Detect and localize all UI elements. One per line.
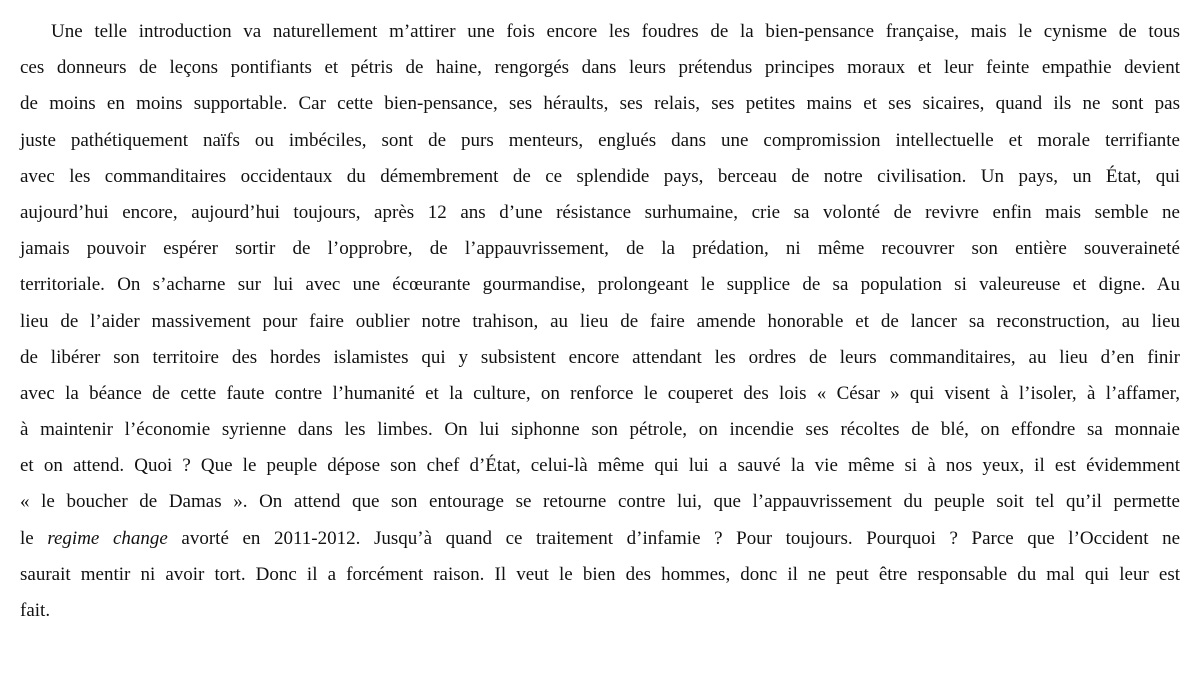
paragraph-line: à maintenir l’économie syrienne dans les limbes. On lui siphonne son pétrole, on incendie ses récoltes de blé, on effondre sa monnaie [20,419,1180,441]
paragraph-line: avec les commanditaires occidentaux du démembrement de ce splendide pays, berceau de notre civilisation. Un pays, un État, qui [20,165,1180,187]
paragraph-last-line: fait. [20,600,51,621]
paragraph-line: avec la béance de cette faute contre l’humanité et la culture, on renforce le couperet des lois « César » qui visent à l’isoler, à l’affamer, [20,382,1180,404]
paragraph-line: saurait mentir ni avoir tort. Donc il a forcément raison. Il veut le bien des hommes, donc il ne peut être responsable du mal qui leur est [20,563,1180,585]
line-segment: avorté en 2011-2012. Jusqu’à quand ce traitement d’infamie ? Pour toujours. Pourquoi ? Parce que l’Occident ne [167,527,1181,549]
paragraph-line: « le boucher de Damas ». On attend que son entourage se retourne contre lui, que l’appauvrissement du peuple soit tel qu’il permette [20,491,1180,513]
paragraph-line: jamais pouvoir espérer sortir de l’opprobre, de l’appauvrissement, de la prédation, ni même recouvrer son entière souveraineté [20,238,1180,260]
italic-phrase: regime change [47,527,168,549]
paragraph-line: ces donneurs de leçons pontifiants et pétris de haine, rengorgés dans leurs prétendus principes moraux et leur feinte empathie devient [20,57,1180,79]
paragraph-line: de moins en moins supportable. Car cette bien-pensance, ses héraults, ses relais, ses petites mains et ses sicaires, quand ils ne sont pas [20,93,1180,115]
paragraph-line: aujourd’hui encore, aujourd’hui toujours, après 12 ans d’une résistance surhumaine, crie sa volonté de revivre enfin mais semble ne [20,201,1180,223]
paragraph-line: et on attend. Quoi ? Que le peuple dépose son chef d’État, celui-là même qui lui a sauvé la vie même si à nos yeux, il est évidemment [20,455,1180,477]
line-segment: le [20,527,48,549]
paragraph-line: juste pathétiquement naïfs ou imbéciles, sont de purs menteurs, englués dans une compromission intellectuelle et morale terrifiante [20,129,1180,151]
body-paragraph [20,14,1180,629]
paragraph-line: de libérer son territoire des hordes islamistes qui y subsistent encore attendant les ordres de leurs commanditaires, au lieu d’en finir [20,346,1180,368]
paragraph-line: lieu de l’aider massivement pour faire oublier notre trahison, au lieu de faire amende honorable et de lancer sa reconstruction, au lieu [20,310,1180,332]
paragraph-line: Une telle introduction va naturellement m’attirer une fois encore les foudres de la bien-pensance française, mais le cynisme de tous [51,21,1180,42]
paragraph-line-with-italic [20,521,1180,557]
paragraph-line: territoriale. On s’acharne sur lui avec une écœurante gourmandise, prolongeant le supplice de sa population si valeureuse et digne. Au [20,274,1180,296]
